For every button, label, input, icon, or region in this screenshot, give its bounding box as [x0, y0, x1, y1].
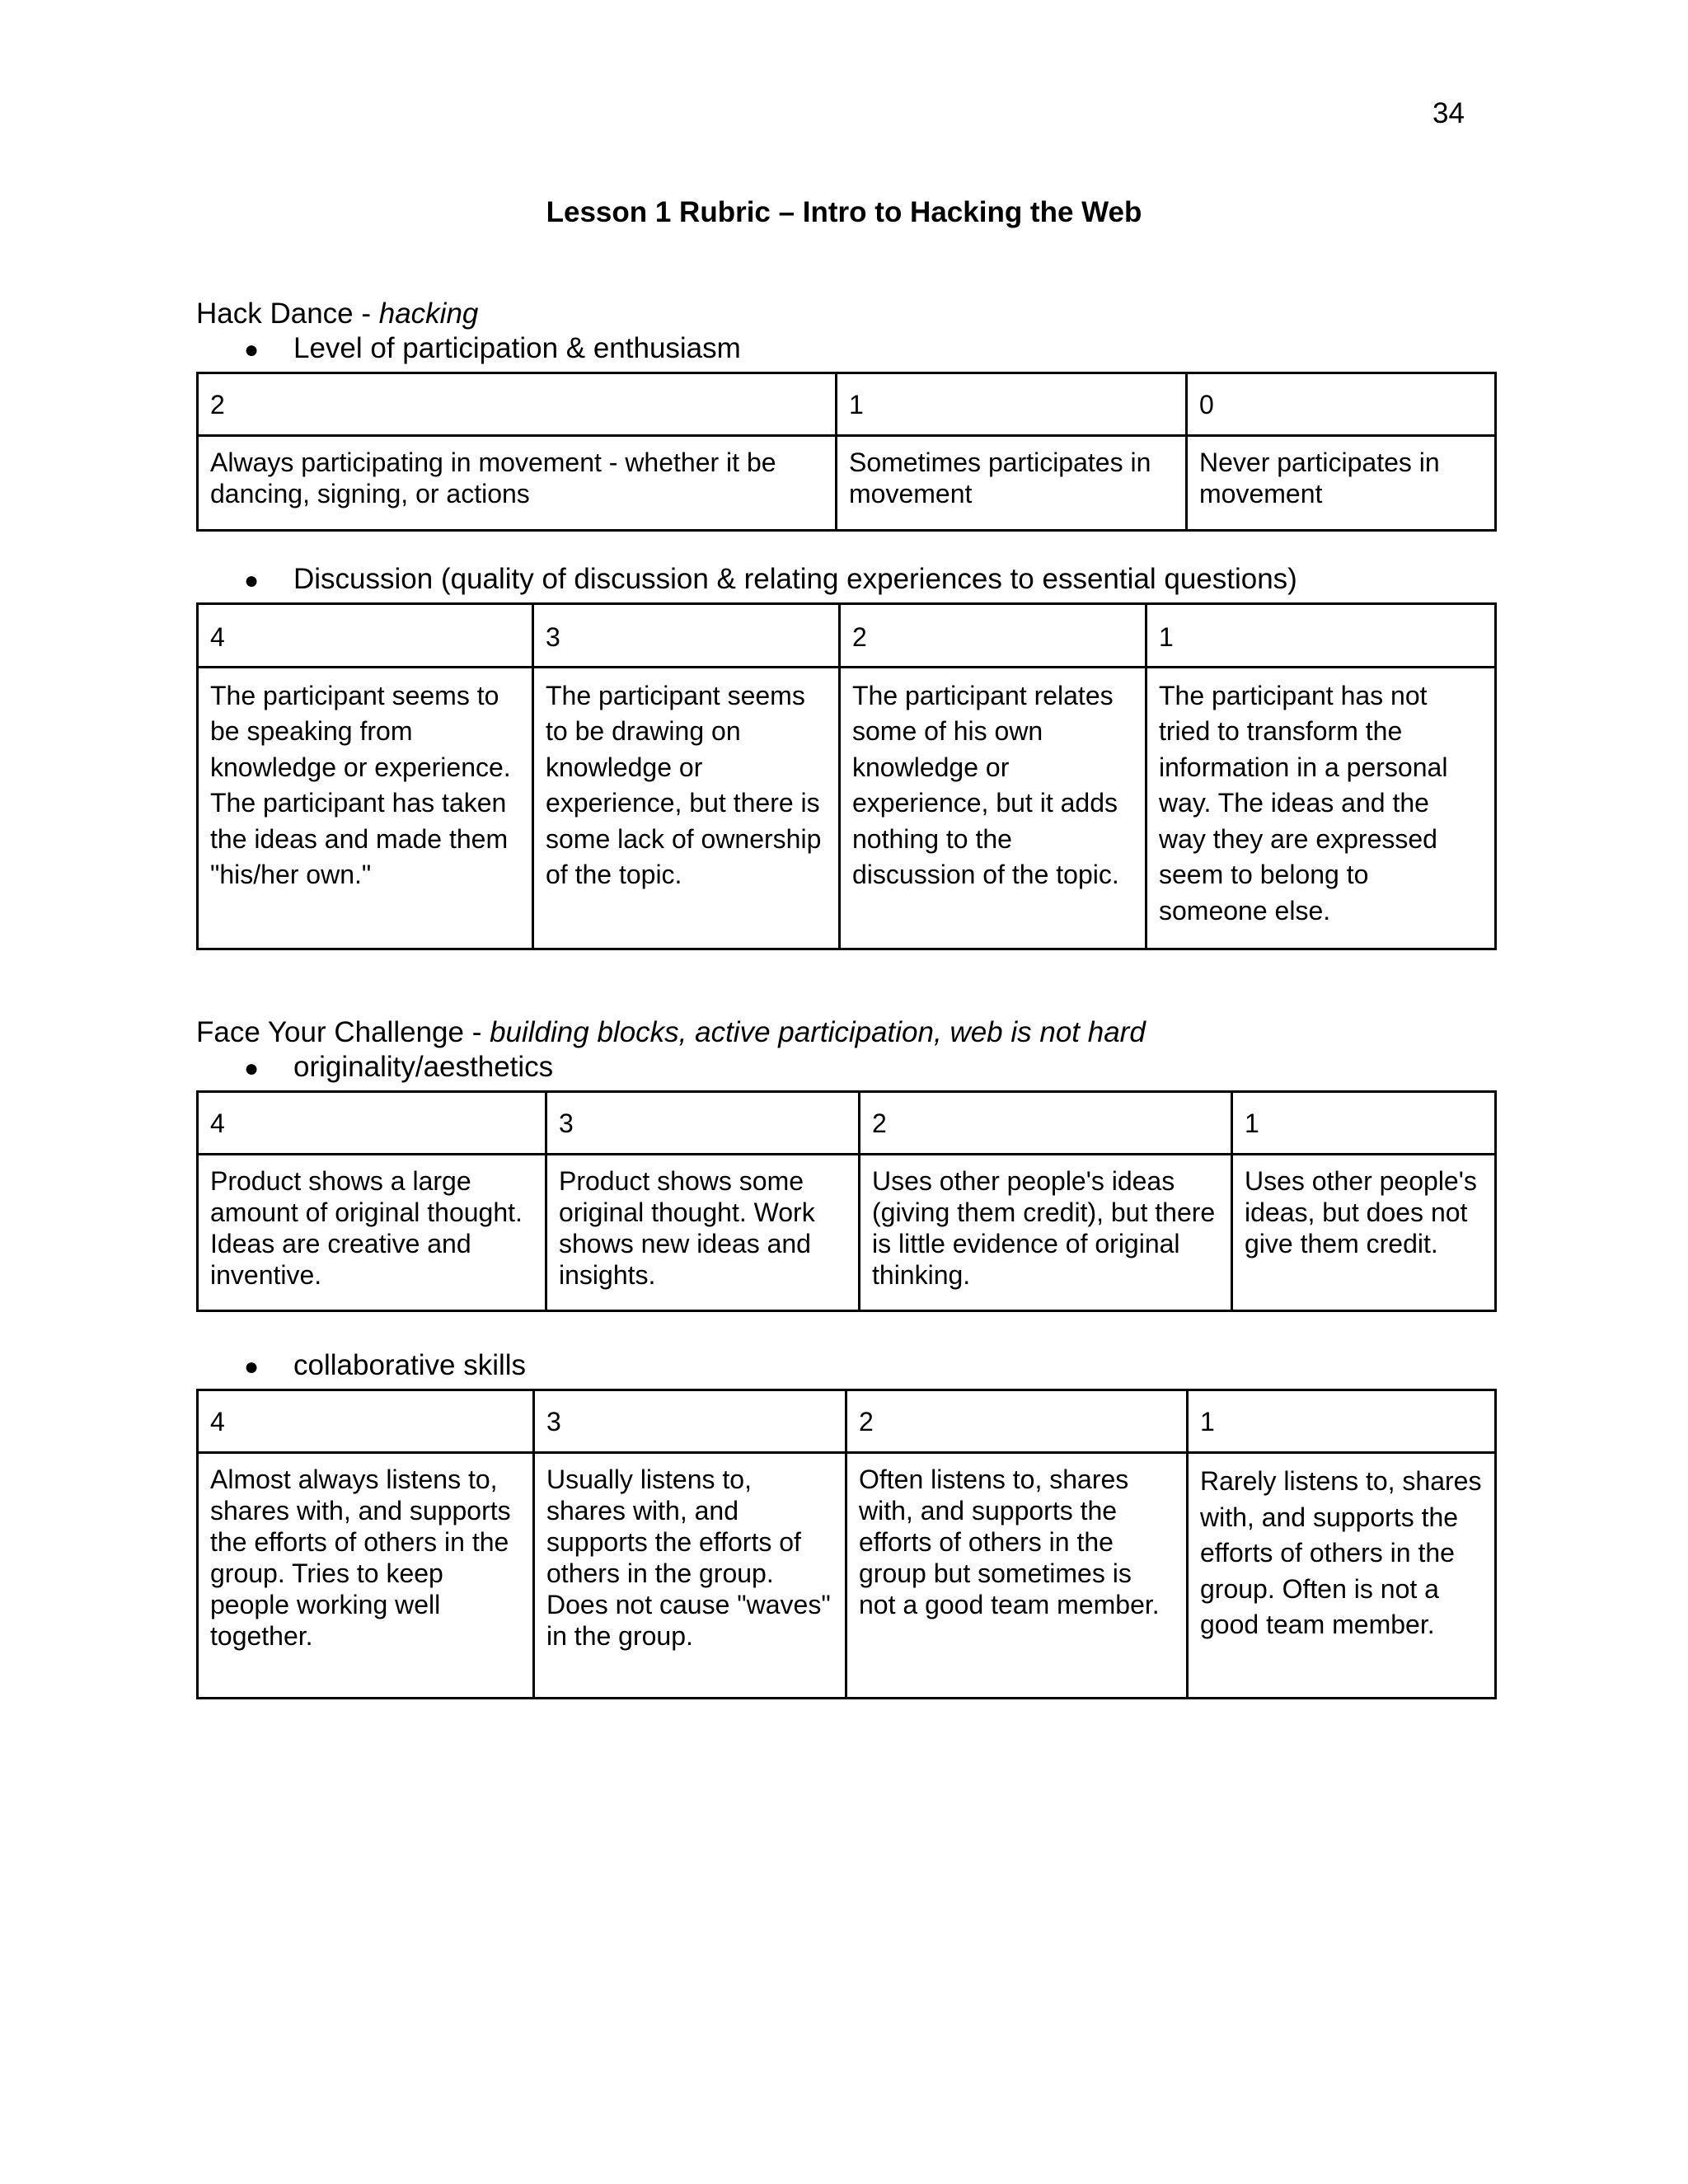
page-title: Lesson 1 Rubric – Intro to Hacking the Web — [546, 196, 1142, 228]
score-cell: 2 — [198, 373, 837, 436]
description-row — [198, 436, 1496, 531]
description-cell: Almost always listens to, shares with, and supports the efforts of others in the group. Tries to keep people working well together. — [198, 1453, 534, 1699]
score-cell: 1 — [837, 373, 1187, 436]
description-cell: The participant seems to be drawing on knowledge or experience, but there is some lack of ownership of the topic. — [533, 667, 840, 949]
description-cell: The participant has not tried to transform the information in a personal way. The ideas and the way they are expressed seem to belong to someone else. — [1146, 667, 1496, 949]
description-cell: Often listens to, shares with, and supports the efforts of others in the group but sometimes is not a good team member. — [846, 1453, 1188, 1699]
criterion-originality — [244, 1050, 553, 1086]
criterion-participation — [244, 331, 741, 368]
score-cell: 2 — [860, 1092, 1232, 1155]
score-row — [198, 1092, 1496, 1155]
rubric-table-participation — [196, 372, 1497, 532]
score-cell: 4 — [198, 604, 533, 668]
score-cell: 1 — [1146, 604, 1496, 668]
criterion-label: originality/aesthetics — [293, 1051, 554, 1083]
criterion-collaborative — [244, 1348, 526, 1385]
score-cell: 4 — [198, 1390, 534, 1453]
description-cell: The participant seems to be speaking from knowledge or experience. The participant has taken the ideas and made them "his/her own." — [198, 667, 533, 949]
description-cell: Never participates in movement — [1187, 436, 1496, 531]
section-heading-main: Face Your Challenge - — [196, 1016, 490, 1048]
description-row — [198, 1155, 1496, 1311]
criterion-discussion — [244, 562, 1297, 598]
criterion-label: Level of participation & enthusiasm — [293, 332, 741, 364]
score-cell: 1 — [1188, 1390, 1496, 1453]
score-cell: 3 — [546, 1092, 860, 1155]
score-cell: 0 — [1187, 373, 1496, 436]
score-cell: 1 — [1232, 1092, 1496, 1155]
criterion-label: Discussion (quality of discussion & relating experiences to essential questions) — [293, 563, 1297, 595]
description-cell: Rarely listens to, shares with, and supports the efforts of others in the group. Often is not a good team member. — [1188, 1453, 1496, 1699]
score-cell: 2 — [840, 604, 1146, 668]
score-cell: 2 — [846, 1390, 1188, 1453]
criterion-label: collaborative skills — [293, 1349, 527, 1381]
score-cell: 3 — [534, 1390, 846, 1453]
bullet-icon: ● — [244, 567, 260, 594]
score-row — [198, 1390, 1496, 1453]
score-row — [198, 373, 1496, 436]
description-cell: Product shows a large amount of original thought. Ideas are creative and inventive. — [198, 1155, 546, 1311]
section-heading-italic: building blocks, active participation, web is not hard — [490, 1016, 1146, 1048]
section-heading-main: Hack Dance - — [196, 298, 379, 330]
section-heading-face-your-challenge — [196, 1015, 1146, 1050]
score-cell: 3 — [533, 604, 840, 668]
bullet-icon: ● — [244, 1055, 260, 1082]
rubric-table-discussion — [196, 602, 1497, 950]
description-cell: Sometimes participates in movement — [837, 436, 1187, 531]
bullet-icon: ● — [244, 1353, 260, 1380]
description-row — [198, 1453, 1496, 1699]
description-cell: Product shows some original thought. Work shows new ideas and insights. — [546, 1155, 860, 1311]
description-cell: Always participating in movement - whether it be dancing, signing, or actions — [198, 436, 837, 531]
score-row — [198, 604, 1496, 668]
section-heading-italic: hacking — [378, 298, 479, 330]
description-cell: Uses other people's ideas (giving them credit), but there is little evidence of original thinking. — [860, 1155, 1232, 1311]
score-cell: 4 — [198, 1092, 546, 1155]
description-cell: Usually listens to, shares with, and supports the efforts of others in the group. Does not cause "waves" in the group. — [534, 1453, 846, 1699]
description-cell: Uses other people's ideas, but does not give them credit. — [1232, 1155, 1496, 1311]
description-cell: The participant relates some of his own knowledge or experience, but it adds nothing to the discussion of the topic. — [840, 667, 1146, 949]
page-number: 34 — [1432, 97, 1465, 129]
rubric-table-originality — [196, 1090, 1497, 1312]
rubric-table-collaborative — [196, 1389, 1497, 1699]
description-row — [198, 667, 1496, 949]
bullet-icon: ● — [244, 336, 260, 363]
section-heading-hack-dance — [196, 297, 478, 331]
